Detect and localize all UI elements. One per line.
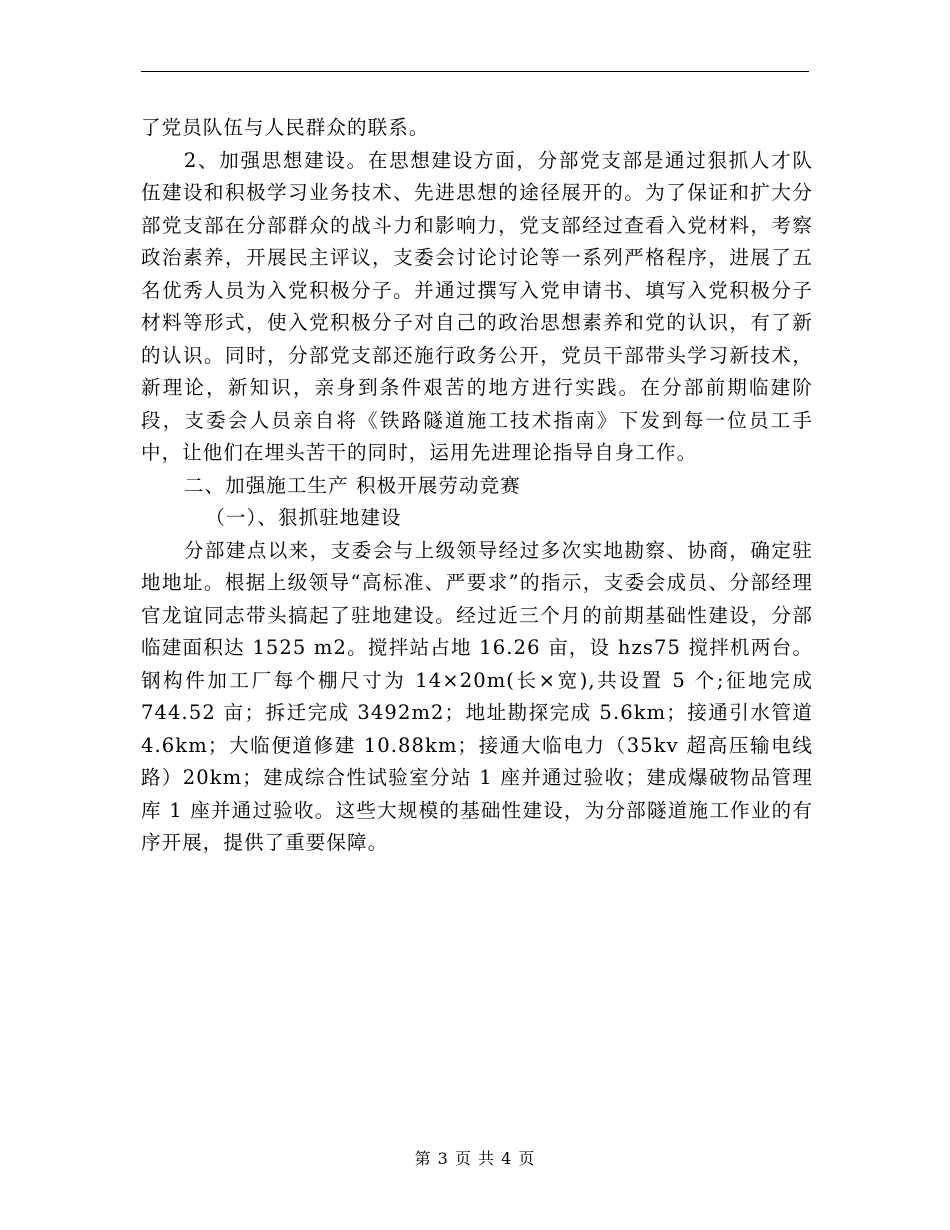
body-text xyxy=(141,112,813,860)
section-heading-construction: 二、加强施工生产 积极开展劳动竞赛 xyxy=(183,473,521,497)
header-rule xyxy=(141,71,809,72)
paragraph-station-construction: 分部建点以来，支委会与上级领导经过多次实地勘察、协商，确定驻地地址。根据上级领导“高标准、严要求”的指示，支委会成员、分部经理官龙谊同志带头搞起了驻地建设。经过近三个月的前期基础性建设，分部临建面积达 1525 m2。搅拌站占地 16.26 亩，设 hzs75 搅拌机两台。钢构件加工厂每个棚尺寸为 14×20m(长×宽),共设置 5 个;征地完成 744.52 亩；拆迁完成 3492m2；地址勘探完成 5.6km；接通引水管道 4.6km；大临便道修建 10.88km；接通大临电力（35kv 超高压输电线路）20km；建成综合性试验室分站 1 座并通过验收；建成爆破物品管理库 1 座并通过验收。这些大规模的基础性建设，为分部隧道施工作业的有序开展，提供了重要保障。 xyxy=(141,538,813,854)
paragraph-continuation: 了党员队伍与人民群众的联系。 xyxy=(141,116,430,139)
page-number: 第 3 页 共 4 页 xyxy=(414,1149,536,1168)
subsection-heading-station: （一）、狠抓驻地建设 xyxy=(205,506,402,529)
paragraph-ideological-building: 2、加强思想建设。在思想建设方面，分部党支部是通过狠抓人才队伍建设和积极学习业务技术、先进思想的途径展开的。为了保证和扩大分部党支部在分部群众的战斗力和影响力，党支部经过查看入党材料，考察政治素养，开展民主评议，支委会讨论讨论等一系列严格程序，进展了五名优秀人员为入党积极分子。并通过撰写入党申请书、填写入党积极分子材料等形式，使入党积极分子对自己的政治思想素养和党的认识，有了新的认识。同时，分部党支部还施行政务公开，党员干部带头学习新技术，新理论，新知识，亲身到条件艰苦的地方进行实践。在分部前期临建阶段，支委会人员亲自将《铁路隧道施工技术指南》下发到每一位员工手中，让他们在埋头苦干的同时，运用先进理论指导自身工作。 xyxy=(141,148,813,464)
